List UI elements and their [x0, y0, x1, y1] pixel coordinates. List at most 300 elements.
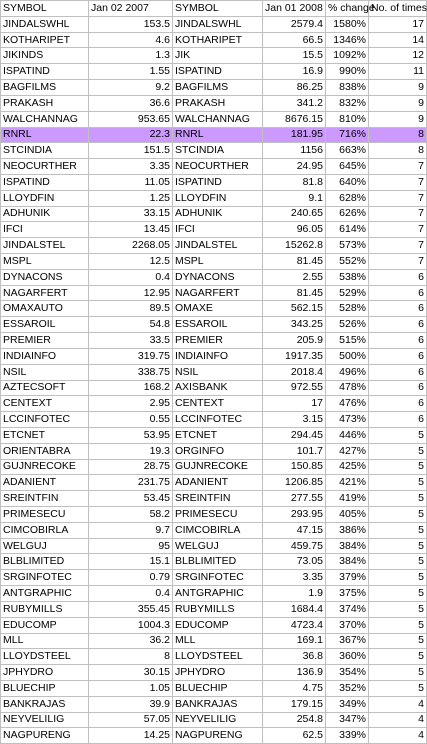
times-cell[interactable]: 7	[369, 254, 427, 270]
symbol-2007-cell[interactable]: ETCNET	[1, 427, 89, 443]
symbol-2008-cell[interactable]: RUBYMILLS	[173, 601, 263, 617]
percent-change-cell[interactable]: 352%	[326, 680, 369, 696]
symbol-2007-cell[interactable]: BAGFILMS	[1, 80, 89, 96]
symbol-2007-cell[interactable]: BLUECHIP	[1, 680, 89, 696]
price-2007-cell[interactable]: 95	[89, 538, 173, 554]
symbol-2008-cell[interactable]: BANKRAJAS	[173, 696, 263, 712]
price-2007-cell[interactable]: 36.6	[89, 95, 173, 111]
price-2007-cell[interactable]: 151.5	[89, 143, 173, 159]
percent-change-cell[interactable]: 832%	[326, 95, 369, 111]
symbol-2008-cell[interactable]: AXISBANK	[173, 380, 263, 396]
price-2008-cell[interactable]: 3.35	[263, 570, 326, 586]
symbol-2007-cell[interactable]: AZTECSOFT	[1, 380, 89, 396]
table-row	[1, 333, 427, 349]
percent-change-cell[interactable]: 374%	[326, 601, 369, 617]
table-row	[1, 665, 427, 681]
times-cell[interactable]: 5	[369, 649, 427, 665]
percent-change-cell[interactable]: 427%	[326, 443, 369, 459]
percent-change-cell[interactable]: 354%	[326, 665, 369, 681]
percent-change-cell[interactable]: 716%	[326, 127, 369, 143]
percent-change-cell[interactable]: 360%	[326, 649, 369, 665]
price-2008-cell[interactable]: 293.95	[263, 507, 326, 523]
percent-change-cell[interactable]: 573%	[326, 238, 369, 254]
price-2007-cell[interactable]: 319.75	[89, 348, 173, 364]
times-cell[interactable]: 6	[369, 396, 427, 412]
percent-change-cell[interactable]: 628%	[326, 190, 369, 206]
percent-change-cell[interactable]: 370%	[326, 617, 369, 633]
times-cell[interactable]: 5	[369, 680, 427, 696]
symbol-2008-cell[interactable]: SREINTFIN	[173, 491, 263, 507]
times-cell[interactable]: 6	[369, 269, 427, 285]
percent-change-cell[interactable]: 473%	[326, 412, 369, 428]
symbol-2008-cell[interactable]: ADHUNIK	[173, 206, 263, 222]
table-row	[1, 301, 427, 317]
symbol-2007-cell[interactable]: JINDALSTEL	[1, 238, 89, 254]
price-2008-cell[interactable]: 15.5	[263, 48, 326, 64]
table-row	[1, 586, 427, 602]
symbol-2008-cell[interactable]: GUJNRECOKE	[173, 459, 263, 475]
times-cell[interactable]: 9	[369, 80, 427, 96]
price-2007-cell[interactable]: 19.3	[89, 443, 173, 459]
percent-change-cell[interactable]: 640%	[326, 174, 369, 190]
symbol-2007-cell[interactable]: WELGUJ	[1, 538, 89, 554]
price-2008-cell[interactable]: 9.1	[263, 190, 326, 206]
symbol-2007-cell[interactable]: PRIMESECU	[1, 507, 89, 523]
symbol-2008-cell[interactable]: JINDALSWHL	[173, 16, 263, 32]
price-2008-cell[interactable]: 36.8	[263, 649, 326, 665]
price-2007-cell[interactable]: 54.8	[89, 317, 173, 333]
times-cell[interactable]: 7	[369, 206, 427, 222]
price-2008-cell[interactable]: 86.25	[263, 80, 326, 96]
symbol-2007-cell[interactable]: NEOCURTHER	[1, 159, 89, 175]
symbol-2008-cell[interactable]: EDUCOMP	[173, 617, 263, 633]
symbol-2007-cell[interactable]: NAGPURENG	[1, 728, 89, 744]
percent-change-cell[interactable]: 526%	[326, 317, 369, 333]
symbol-2008-cell[interactable]: DYNACONS	[173, 269, 263, 285]
times-cell[interactable]: 7	[369, 222, 427, 238]
percent-change-cell[interactable]: 446%	[326, 427, 369, 443]
price-2007-cell[interactable]: 28.75	[89, 459, 173, 475]
price-2007-cell[interactable]: 15.1	[89, 554, 173, 570]
symbol-2008-cell[interactable]: ISPATIND	[173, 174, 263, 190]
symbol-2007-cell[interactable]: ORIENTABRA	[1, 443, 89, 459]
times-cell[interactable]: 5	[369, 554, 427, 570]
symbol-2008-cell[interactable]: OMAXE	[173, 301, 263, 317]
percent-change-cell[interactable]: 529%	[326, 285, 369, 301]
price-2007-cell[interactable]: 0.4	[89, 586, 173, 602]
times-cell[interactable]: 9	[369, 111, 427, 127]
price-2008-cell[interactable]: 101.7	[263, 443, 326, 459]
price-2008-cell[interactable]: 343.25	[263, 317, 326, 333]
column-header[interactable]: % change	[326, 1, 369, 17]
price-2008-cell[interactable]: 3.15	[263, 412, 326, 428]
symbol-2008-cell[interactable]: NEOCURTHER	[173, 159, 263, 175]
times-cell[interactable]: 11	[369, 64, 427, 80]
table-row	[1, 285, 427, 301]
percent-change-cell[interactable]: 515%	[326, 333, 369, 349]
column-header[interactable]: Jan 01 2008	[263, 1, 326, 17]
percent-change-cell[interactable]: 614%	[326, 222, 369, 238]
percent-change-cell[interactable]: 405%	[326, 507, 369, 523]
price-2007-cell[interactable]: 2.95	[89, 396, 173, 412]
symbol-2008-cell[interactable]: ANTGRAPHIC	[173, 586, 263, 602]
symbol-2007-cell[interactable]: GUJNRECOKE	[1, 459, 89, 475]
column-header[interactable]: SYMBOL	[173, 1, 263, 17]
table-row	[1, 507, 427, 523]
column-header[interactable]: SYMBOL	[1, 1, 89, 17]
price-2008-cell[interactable]: 1206.85	[263, 475, 326, 491]
times-cell[interactable]: 5	[369, 475, 427, 491]
price-2007-cell[interactable]: 53.45	[89, 491, 173, 507]
price-2007-cell[interactable]: 14.25	[89, 728, 173, 744]
times-cell[interactable]: 17	[369, 16, 427, 32]
symbol-2007-cell[interactable]: INDIAINFO	[1, 348, 89, 364]
table-row	[1, 143, 427, 159]
times-cell[interactable]: 14	[369, 32, 427, 48]
price-2008-cell[interactable]: 562.15	[263, 301, 326, 317]
price-2007-cell[interactable]: 11.05	[89, 174, 173, 190]
price-2008-cell[interactable]: 62.5	[263, 728, 326, 744]
symbol-2008-cell[interactable]: LCCINFOTEC	[173, 412, 263, 428]
price-2007-cell[interactable]: 53.95	[89, 427, 173, 443]
times-cell[interactable]: 6	[369, 333, 427, 349]
symbol-2008-cell[interactable]: ETCNET	[173, 427, 263, 443]
times-cell[interactable]: 5	[369, 570, 427, 586]
price-2007-cell[interactable]: 9.7	[89, 522, 173, 538]
price-2008-cell[interactable]: 4723.4	[263, 617, 326, 633]
price-2008-cell[interactable]: 24.95	[263, 159, 326, 175]
price-2007-cell[interactable]: 33.5	[89, 333, 173, 349]
times-cell[interactable]: 4	[369, 696, 427, 712]
price-2007-cell[interactable]: 153.5	[89, 16, 173, 32]
price-2008-cell[interactable]: 2.55	[263, 269, 326, 285]
symbol-2007-cell[interactable]: SREINTFIN	[1, 491, 89, 507]
symbol-2007-cell[interactable]: BANKRAJAS	[1, 696, 89, 712]
table-row	[1, 159, 427, 175]
percent-change-cell[interactable]: 384%	[326, 554, 369, 570]
symbol-2007-cell[interactable]: KOTHARIPET	[1, 32, 89, 48]
times-cell[interactable]: 8	[369, 127, 427, 143]
price-2007-cell[interactable]: 953.65	[89, 111, 173, 127]
percent-change-cell[interactable]: 552%	[326, 254, 369, 270]
price-2007-cell[interactable]: 3.35	[89, 159, 173, 175]
times-cell[interactable]: 5	[369, 601, 427, 617]
symbol-2008-cell[interactable]: KOTHARIPET	[173, 32, 263, 48]
times-cell[interactable]: 5	[369, 507, 427, 523]
symbol-2007-cell[interactable]: SRGINFOTEC	[1, 570, 89, 586]
table-row	[1, 396, 427, 412]
symbol-2008-cell[interactable]: STCINDIA	[173, 143, 263, 159]
price-2007-cell[interactable]: 58.2	[89, 507, 173, 523]
percent-change-cell[interactable]: 347%	[326, 712, 369, 728]
symbol-2008-cell[interactable]: ESSAROIL	[173, 317, 263, 333]
price-2007-cell[interactable]: 1.3	[89, 48, 173, 64]
times-cell[interactable]: 7	[369, 190, 427, 206]
price-2007-cell[interactable]: 1.55	[89, 64, 173, 80]
price-2008-cell[interactable]: 8676.15	[263, 111, 326, 127]
price-2007-cell[interactable]: 89.5	[89, 301, 173, 317]
percent-change-cell[interactable]: 990%	[326, 64, 369, 80]
times-cell[interactable]: 5	[369, 538, 427, 554]
symbol-2007-cell[interactable]: JINDALSWHL	[1, 16, 89, 32]
price-2007-cell[interactable]: 355.45	[89, 601, 173, 617]
price-2008-cell[interactable]: 136.9	[263, 665, 326, 681]
price-2008-cell[interactable]: 341.2	[263, 95, 326, 111]
symbol-2007-cell[interactable]: WALCHANNAG	[1, 111, 89, 127]
price-2007-cell[interactable]: 9.2	[89, 80, 173, 96]
times-cell[interactable]: 4	[369, 712, 427, 728]
price-2007-cell[interactable]: 1.25	[89, 190, 173, 206]
column-header[interactable]: No. of times	[369, 1, 427, 17]
percent-change-cell[interactable]: 339%	[326, 728, 369, 744]
symbol-2008-cell[interactable]: NSIL	[173, 364, 263, 380]
symbol-2008-cell[interactable]: NEYVELILIG	[173, 712, 263, 728]
price-2007-cell[interactable]: 231.75	[89, 475, 173, 491]
times-cell[interactable]: 7	[369, 174, 427, 190]
times-cell[interactable]: 5	[369, 586, 427, 602]
percent-change-cell[interactable]: 645%	[326, 159, 369, 175]
price-2008-cell[interactable]: 16.9	[263, 64, 326, 80]
symbol-2007-cell[interactable]: LLOYDFIN	[1, 190, 89, 206]
symbol-2008-cell[interactable]: JIK	[173, 48, 263, 64]
percent-change-cell[interactable]: 367%	[326, 633, 369, 649]
percent-change-cell[interactable]: 838%	[326, 80, 369, 96]
percent-change-cell[interactable]: 375%	[326, 586, 369, 602]
symbol-2008-cell[interactable]: ORGINFO	[173, 443, 263, 459]
symbol-2008-cell[interactable]: CENTEXT	[173, 396, 263, 412]
price-2007-cell[interactable]: 1004.3	[89, 617, 173, 633]
price-2007-cell[interactable]: 22.3	[89, 127, 173, 143]
price-2008-cell[interactable]: 81.45	[263, 254, 326, 270]
symbol-2007-cell[interactable]: PREMIER	[1, 333, 89, 349]
symbol-2008-cell[interactable]: NAGPURENG	[173, 728, 263, 744]
symbol-2007-cell[interactable]: JIKINDS	[1, 48, 89, 64]
symbol-2008-cell[interactable]: SRGINFOTEC	[173, 570, 263, 586]
price-2008-cell[interactable]: 4.75	[263, 680, 326, 696]
price-2007-cell[interactable]: 39.9	[89, 696, 173, 712]
times-cell[interactable]: 5	[369, 633, 427, 649]
symbol-2007-cell[interactable]: ISPATIND	[1, 174, 89, 190]
times-cell[interactable]: 6	[369, 317, 427, 333]
symbol-2008-cell[interactable]: JPHYDRO	[173, 665, 263, 681]
price-2008-cell[interactable]: 2579.4	[263, 16, 326, 32]
price-2008-cell[interactable]: 181.95	[263, 127, 326, 143]
price-2008-cell[interactable]: 1684.4	[263, 601, 326, 617]
symbol-2007-cell[interactable]: NEYVELILIG	[1, 712, 89, 728]
price-2008-cell[interactable]: 2018.4	[263, 364, 326, 380]
symbol-2007-cell[interactable]: STCINDIA	[1, 143, 89, 159]
price-2007-cell[interactable]: 338.75	[89, 364, 173, 380]
times-cell[interactable]: 6	[369, 380, 427, 396]
price-2008-cell[interactable]: 15262.8	[263, 238, 326, 254]
symbol-2007-cell[interactable]: ADANIENT	[1, 475, 89, 491]
symbol-2007-cell[interactable]: OMAXAUTO	[1, 301, 89, 317]
percent-change-cell[interactable]: 421%	[326, 475, 369, 491]
times-cell[interactable]: 5	[369, 665, 427, 681]
times-cell[interactable]: 5	[369, 617, 427, 633]
symbol-2007-cell[interactable]: NAGARFERT	[1, 285, 89, 301]
price-2007-cell[interactable]: 0.4	[89, 269, 173, 285]
table-row-highlighted	[1, 127, 427, 143]
times-cell[interactable]: 6	[369, 348, 427, 364]
price-2008-cell[interactable]: 150.85	[263, 459, 326, 475]
table-row	[1, 380, 427, 396]
price-2007-cell[interactable]: 4.6	[89, 32, 173, 48]
symbol-2008-cell[interactable]: MLL	[173, 633, 263, 649]
times-cell[interactable]: 5	[369, 459, 427, 475]
price-2008-cell[interactable]: 179.15	[263, 696, 326, 712]
price-2008-cell[interactable]: 47.15	[263, 522, 326, 538]
percent-change-cell[interactable]: 1346%	[326, 32, 369, 48]
price-2008-cell[interactable]: 972.55	[263, 380, 326, 396]
price-2008-cell[interactable]: 254.8	[263, 712, 326, 728]
symbol-2007-cell[interactable]: MSPL	[1, 254, 89, 270]
price-2008-cell[interactable]: 294.45	[263, 427, 326, 443]
price-2007-cell[interactable]: 2268.05	[89, 238, 173, 254]
times-cell[interactable]: 7	[369, 238, 427, 254]
times-cell[interactable]: 5	[369, 491, 427, 507]
price-2008-cell[interactable]: 169.1	[263, 633, 326, 649]
percent-change-cell[interactable]: 379%	[326, 570, 369, 586]
price-2008-cell[interactable]: 1.9	[263, 586, 326, 602]
symbol-2007-cell[interactable]: JPHYDRO	[1, 665, 89, 681]
price-2008-cell[interactable]: 459.75	[263, 538, 326, 554]
price-2008-cell[interactable]: 1917.35	[263, 348, 326, 364]
table-row	[1, 190, 427, 206]
price-2008-cell[interactable]: 81.45	[263, 285, 326, 301]
price-2007-cell[interactable]: 8	[89, 649, 173, 665]
percent-change-cell[interactable]: 419%	[326, 491, 369, 507]
price-2007-cell[interactable]: 13.45	[89, 222, 173, 238]
symbol-2007-cell[interactable]: CENTEXT	[1, 396, 89, 412]
symbol-2007-cell[interactable]: ISPATIND	[1, 64, 89, 80]
symbol-2007-cell[interactable]: LCCINFOTEC	[1, 412, 89, 428]
symbol-2007-cell[interactable]: NSIL	[1, 364, 89, 380]
table-body	[1, 1, 427, 744]
percent-change-cell[interactable]: 626%	[326, 206, 369, 222]
symbol-2008-cell[interactable]: CIMCOBIRLA	[173, 522, 263, 538]
percent-change-cell[interactable]: 663%	[326, 143, 369, 159]
times-cell[interactable]: 4	[369, 728, 427, 744]
price-2008-cell[interactable]: 240.65	[263, 206, 326, 222]
percent-change-cell[interactable]: 476%	[326, 396, 369, 412]
symbol-2007-cell[interactable]: RUBYMILLS	[1, 601, 89, 617]
percent-change-cell[interactable]: 500%	[326, 348, 369, 364]
symbol-2007-cell[interactable]: MLL	[1, 633, 89, 649]
price-2008-cell[interactable]: 205.9	[263, 333, 326, 349]
symbol-2007-cell[interactable]: ADHUNIK	[1, 206, 89, 222]
price-2007-cell[interactable]: 1.05	[89, 680, 173, 696]
symbol-2008-cell[interactable]: PRAKASH	[173, 95, 263, 111]
symbol-2008-cell[interactable]: MSPL	[173, 254, 263, 270]
symbol-2007-cell[interactable]: ANTGRAPHIC	[1, 586, 89, 602]
table-row	[1, 427, 427, 443]
percent-change-cell[interactable]: 1092%	[326, 48, 369, 64]
price-2008-cell[interactable]: 81.8	[263, 174, 326, 190]
price-2007-cell[interactable]: 36.2	[89, 633, 173, 649]
price-2007-cell[interactable]: 33.15	[89, 206, 173, 222]
symbol-2008-cell[interactable]: WALCHANNAG	[173, 111, 263, 127]
symbol-2007-cell[interactable]: CIMCOBIRLA	[1, 522, 89, 538]
table-row	[1, 601, 427, 617]
times-cell[interactable]: 12	[369, 48, 427, 64]
symbol-2008-cell[interactable]: ISPATIND	[173, 64, 263, 80]
times-cell[interactable]: 6	[369, 364, 427, 380]
price-2008-cell[interactable]: 96.05	[263, 222, 326, 238]
percent-change-cell[interactable]: 496%	[326, 364, 369, 380]
price-2007-cell[interactable]: 12.95	[89, 285, 173, 301]
symbol-2008-cell[interactable]: BLUECHIP	[173, 680, 263, 696]
symbol-2008-cell[interactable]: NAGARFERT	[173, 285, 263, 301]
percent-change-cell[interactable]: 528%	[326, 301, 369, 317]
symbol-2008-cell[interactable]: INDIAINFO	[173, 348, 263, 364]
symbol-2008-cell[interactable]: LLOYDFIN	[173, 190, 263, 206]
symbol-2007-cell[interactable]: PRAKASH	[1, 95, 89, 111]
percent-change-cell[interactable]: 1580%	[326, 16, 369, 32]
symbol-2008-cell[interactable]: RNRL	[173, 127, 263, 143]
price-2007-cell[interactable]: 0.79	[89, 570, 173, 586]
symbol-2008-cell[interactable]: PRIMESECU	[173, 507, 263, 523]
percent-change-cell[interactable]: 425%	[326, 459, 369, 475]
symbol-2008-cell[interactable]: PREMIER	[173, 333, 263, 349]
times-cell[interactable]: 8	[369, 143, 427, 159]
price-2008-cell[interactable]: 1156	[263, 143, 326, 159]
percent-change-cell[interactable]: 810%	[326, 111, 369, 127]
times-cell[interactable]: 6	[369, 412, 427, 428]
times-cell[interactable]: 5	[369, 443, 427, 459]
symbol-2007-cell[interactable]: DYNACONS	[1, 269, 89, 285]
table-row	[1, 206, 427, 222]
symbol-2007-cell[interactable]: ESSAROIL	[1, 317, 89, 333]
times-cell[interactable]: 9	[369, 95, 427, 111]
symbol-2008-cell[interactable]: ADANIENT	[173, 475, 263, 491]
symbol-2008-cell[interactable]: WELGUJ	[173, 538, 263, 554]
column-header[interactable]: Jan 02 2007	[89, 1, 173, 17]
percent-change-cell[interactable]: 349%	[326, 696, 369, 712]
times-cell[interactable]: 5	[369, 522, 427, 538]
percent-change-cell[interactable]: 386%	[326, 522, 369, 538]
times-cell[interactable]: 6	[369, 285, 427, 301]
symbol-2007-cell[interactable]: LLOYDSTEEL	[1, 649, 89, 665]
price-2007-cell[interactable]: 30.15	[89, 665, 173, 681]
price-2007-cell[interactable]: 12.5	[89, 254, 173, 270]
symbol-2008-cell[interactable]: BLBLIMITED	[173, 554, 263, 570]
percent-change-cell[interactable]: 478%	[326, 380, 369, 396]
price-2008-cell[interactable]: 17	[263, 396, 326, 412]
price-2007-cell[interactable]: 57.05	[89, 712, 173, 728]
symbol-2008-cell[interactable]: IFCI	[173, 222, 263, 238]
price-2008-cell[interactable]: 73.05	[263, 554, 326, 570]
symbol-2007-cell[interactable]: BLBLIMITED	[1, 554, 89, 570]
symbol-2007-cell[interactable]: RNRL	[1, 127, 89, 143]
percent-change-cell[interactable]: 384%	[326, 538, 369, 554]
symbol-2008-cell[interactable]: BAGFILMS	[173, 80, 263, 96]
percent-change-cell[interactable]: 538%	[326, 269, 369, 285]
table-row	[1, 32, 427, 48]
price-2007-cell[interactable]: 0.55	[89, 412, 173, 428]
times-cell[interactable]: 6	[369, 301, 427, 317]
price-2008-cell[interactable]: 66.5	[263, 32, 326, 48]
symbol-2007-cell[interactable]: EDUCOMP	[1, 617, 89, 633]
header-row	[1, 1, 427, 17]
price-2008-cell[interactable]: 277.55	[263, 491, 326, 507]
symbol-2007-cell[interactable]: IFCI	[1, 222, 89, 238]
symbol-2008-cell[interactable]: LLOYDSTEEL	[173, 649, 263, 665]
times-cell[interactable]: 7	[369, 159, 427, 175]
price-2007-cell[interactable]: 168.2	[89, 380, 173, 396]
times-cell[interactable]: 5	[369, 427, 427, 443]
symbol-2008-cell[interactable]: JINDALSTEL	[173, 238, 263, 254]
